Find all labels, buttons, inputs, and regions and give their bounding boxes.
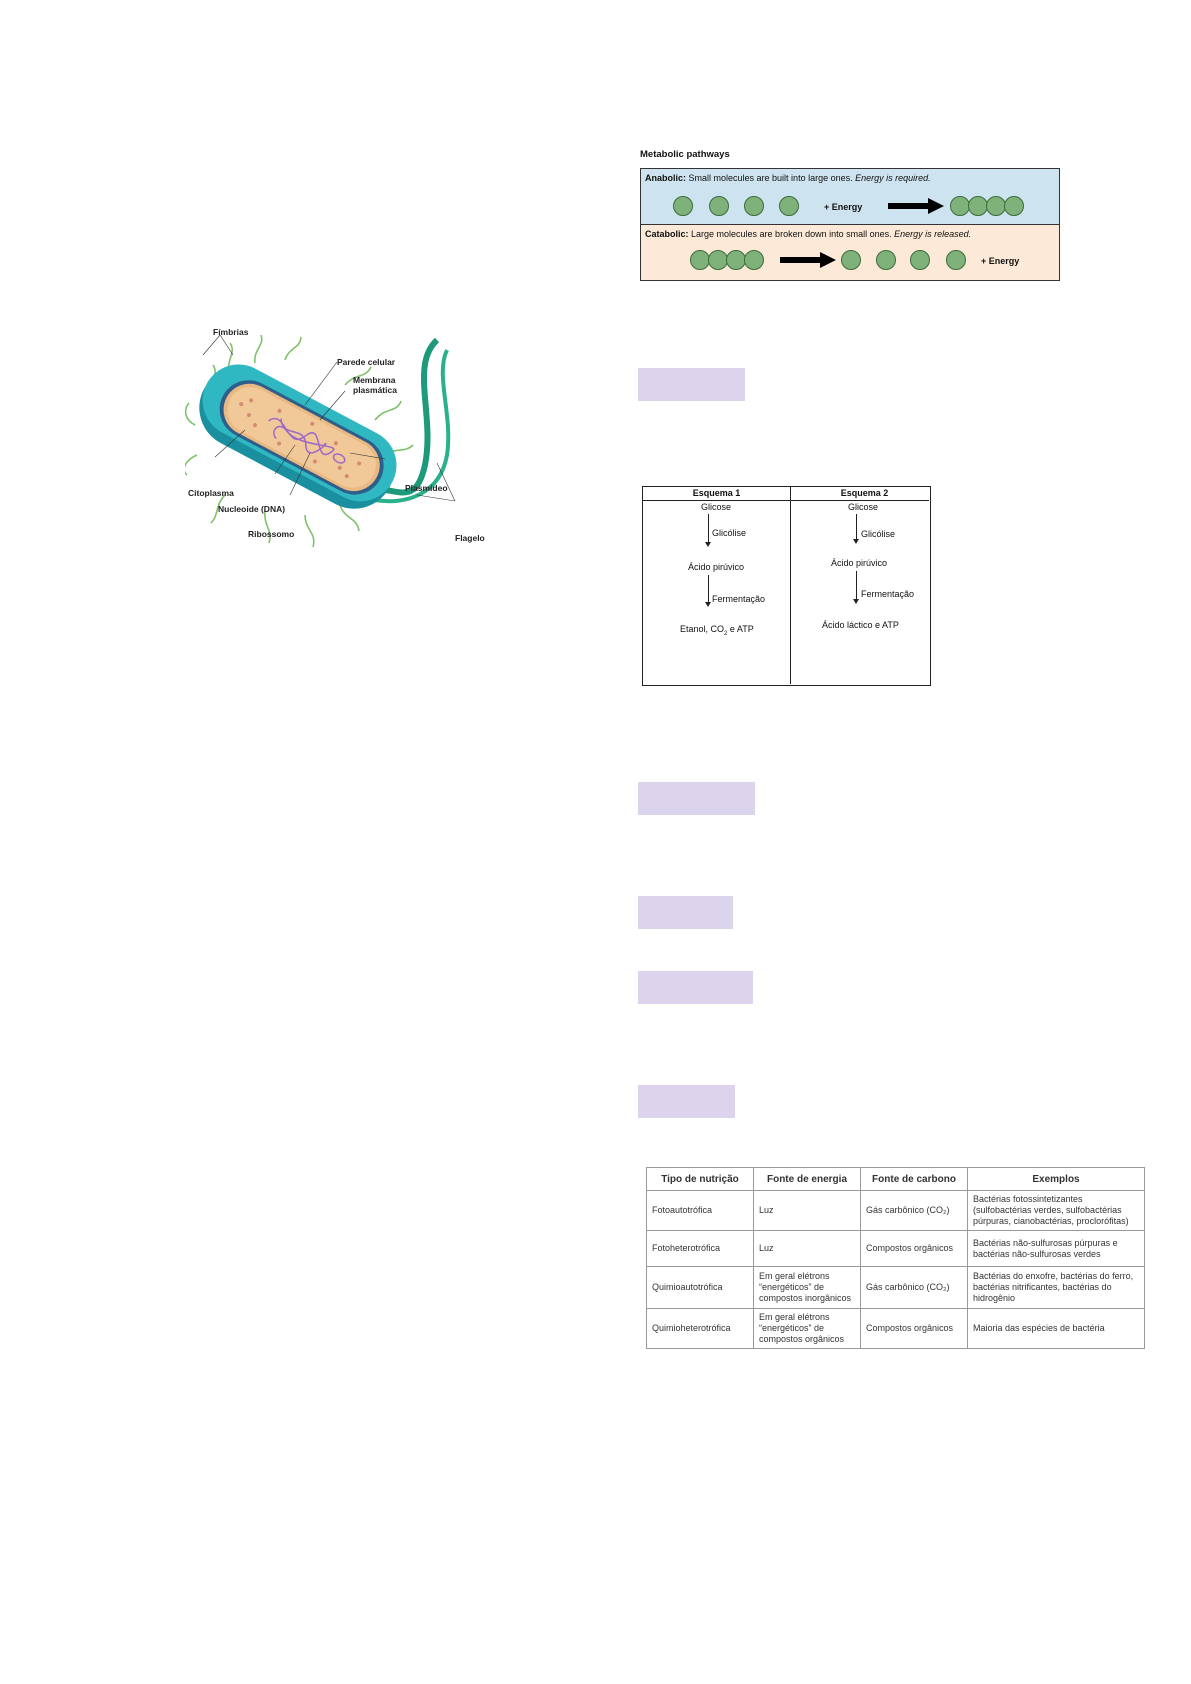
esq1-glicolise: Glicólise <box>712 528 747 538</box>
molecule <box>841 250 861 270</box>
molecule <box>986 196 1006 216</box>
label-membrana-2: plasmática <box>353 385 397 395</box>
esquema-1-header: Esquema 1 <box>692 488 741 498</box>
label-plasmideo: Plasmídeo <box>405 483 448 493</box>
energy-input-label: + Energy <box>824 202 863 212</box>
esq1-arrow-line <box>708 514 709 543</box>
table-cell: Bactérias fotossintetizantes (sulfobactérias verdes, sulfobactérias púrpuras, cianobactérias, proclorófitas) <box>968 1191 1145 1231</box>
label-ribossomo: Ribossomo <box>248 529 295 539</box>
table-cell: Em geral elétrons “energéticos” de compostos orgânicos <box>754 1309 861 1349</box>
highlight-block <box>638 1085 735 1118</box>
highlight-block <box>638 782 755 815</box>
esq2-glicolise: Glicólise <box>861 529 896 539</box>
esquema-column-divider <box>790 487 791 684</box>
table-cell: Fotoautotrófica <box>647 1191 754 1231</box>
catabolic-desc: Large molecules are broken down into small ones. <box>688 229 895 239</box>
anabolic-desc: Small molecules are built into large ones. <box>686 173 856 183</box>
esq2-arrow-line <box>856 571 857 600</box>
esq1-acido-piruvico: Ácido pirúvico <box>688 562 745 572</box>
esq1-produto <box>680 624 754 637</box>
molecule <box>673 196 693 216</box>
table-cell: Em geral elétrons “energéticos” de compostos inorgânicos <box>754 1267 861 1309</box>
arrow-right-icon <box>888 198 944 214</box>
label-flagelo: Flagelo <box>455 533 485 543</box>
energy-output-label: + Energy <box>981 256 1020 266</box>
molecule <box>946 250 966 270</box>
molecule <box>709 196 729 216</box>
molecule <box>744 250 764 270</box>
highlight-block <box>638 368 745 401</box>
label-fimbrias: Fímbrias <box>213 327 249 337</box>
label-parede-celular: Parede celular <box>337 357 396 367</box>
arrow-down-icon <box>853 539 859 544</box>
table-cell: Gás carbônico (CO₂) <box>861 1267 968 1309</box>
table-cell: Quimioautotrófica <box>647 1267 754 1309</box>
molecule <box>1004 196 1024 216</box>
molecule <box>779 196 799 216</box>
table-row <box>647 1309 1145 1349</box>
nutrition-table <box>646 1167 1145 1349</box>
molecule <box>876 250 896 270</box>
anabolic-energy-note: Energy is required. <box>855 173 931 183</box>
esquema-header-divider <box>643 500 929 501</box>
esquema-table <box>642 486 931 686</box>
catabolic-text <box>645 229 971 239</box>
metabolic-title: Metabolic pathways <box>640 149 730 160</box>
molecule <box>968 196 988 216</box>
esquema-2-header: Esquema 2 <box>840 488 889 498</box>
molecule <box>708 250 728 270</box>
label-citoplasma: Citoplasma <box>188 488 234 498</box>
anabolic-label: Anabolic: <box>645 173 687 183</box>
table-cell: Fotoheterotrófica <box>647 1231 754 1267</box>
esq2-fermentacao: Fermentação <box>861 589 915 599</box>
label-nucleoide: Nucleoide (DNA) <box>218 504 286 514</box>
table-cell: Bactérias do enxofre, bactérias do ferro, bactérias nitrificantes, bactérias do hidrogênio <box>968 1267 1145 1309</box>
header-energia: Fonte de energia <box>754 1168 861 1191</box>
esq2-produto: Ácido láctico e ATP <box>822 620 899 630</box>
table-row <box>647 1231 1145 1267</box>
header-carbono: Fonte de carbono <box>861 1168 968 1191</box>
esq1-produto-sub: 2 <box>724 630 728 637</box>
table-row <box>647 1191 1145 1231</box>
table-cell: Luz <box>754 1231 861 1267</box>
anabolic-panel <box>641 169 1059 225</box>
table-cell: Luz <box>754 1191 861 1231</box>
catabolic-panel <box>641 225 1059 280</box>
esq1-arrow-line <box>708 575 709 603</box>
highlight-block <box>638 971 753 1004</box>
molecule <box>950 196 970 216</box>
arrow-down-icon <box>705 602 711 607</box>
esq2-glicose: Glicose <box>848 502 879 512</box>
molecule <box>744 196 764 216</box>
label-membrana-1: Membrana <box>353 375 396 385</box>
esq1-fermentacao: Fermentação <box>712 594 766 604</box>
esq1-produto-b: e ATP <box>727 624 754 634</box>
molecule <box>726 250 746 270</box>
table-cell: Gás carbônico (CO₂) <box>861 1191 968 1231</box>
esq2-acido-piruvico: Ácido pirúvico <box>831 558 888 568</box>
arrow-right-icon <box>780 252 836 268</box>
header-tipo: Tipo de nutrição <box>647 1168 754 1191</box>
esq1-glicose: Glicose <box>701 502 732 512</box>
molecule <box>910 250 930 270</box>
table-cell: Maioria das espécies de bactéria <box>968 1309 1145 1349</box>
table-cell: Compostos orgânicos <box>861 1231 968 1267</box>
anabolic-text <box>645 173 931 183</box>
header-exemplos: Exemplos <box>968 1168 1145 1191</box>
table-cell: Quimioheterotrófica <box>647 1309 754 1349</box>
esq1-produto-a: Etanol, CO <box>680 624 725 634</box>
esq2-arrow-line <box>856 514 857 540</box>
table-cell: Bactérias não-sulfurosas púrpuras e bactérias não-sulfurosas verdes <box>968 1231 1145 1267</box>
catabolic-energy-note: Energy is released. <box>894 229 972 239</box>
table-row <box>647 1267 1145 1309</box>
molecule <box>690 250 710 270</box>
arrow-down-icon <box>853 599 859 604</box>
table-header-row <box>647 1168 1145 1191</box>
bacterium-illustration <box>185 327 505 575</box>
metabolic-diagram <box>640 168 1060 281</box>
catabolic-label: Catabolic: <box>645 229 689 239</box>
arrow-down-icon <box>705 542 711 547</box>
table-cell: Compostos orgânicos <box>861 1309 968 1349</box>
highlight-block <box>638 896 733 929</box>
